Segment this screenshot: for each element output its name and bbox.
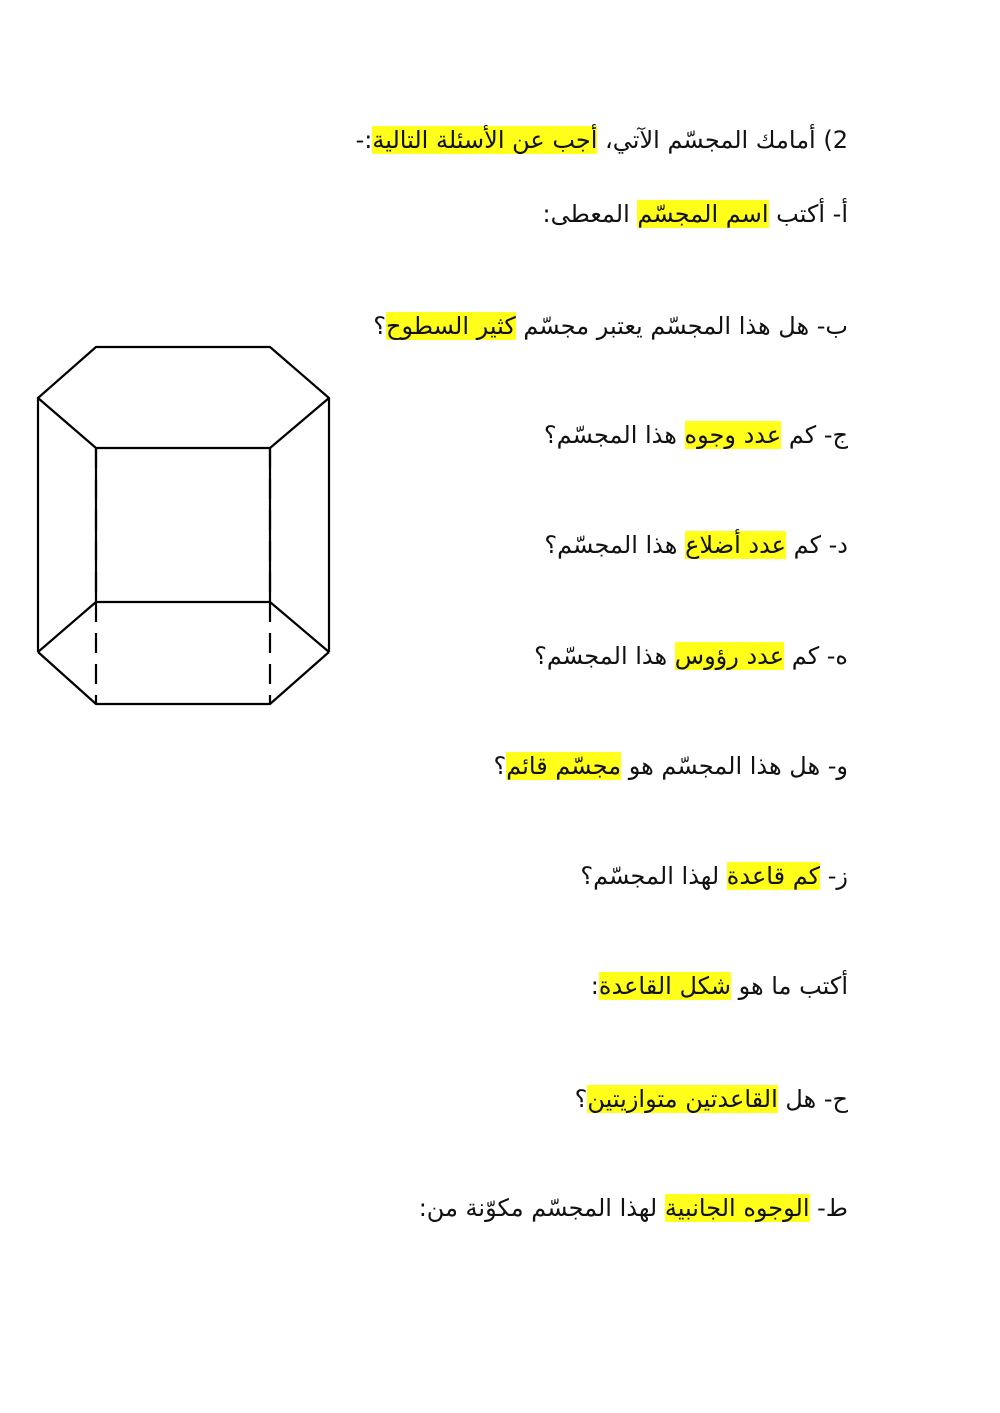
question-text-end: ؟ (493, 752, 507, 780)
intro-highlight: أجب عن الأسئلة التالية (372, 126, 598, 154)
question-text: ط- (809, 1194, 848, 1222)
question-highlight: اسم المجسّم (637, 200, 769, 228)
question-highlight: القاعدتين متوازيتين (587, 1085, 778, 1113)
question-text-end: لهذا المجسّم؟ (580, 862, 727, 890)
question-text-end: هذا المجسّم؟ (534, 642, 675, 670)
question-highlight: مجسّم قائم (506, 752, 622, 780)
question-text: و- هل هذا المجسّم هو (621, 752, 848, 780)
question-text: ب- هل هذا المجسّم يعتبر مجسّم (515, 312, 848, 340)
question-text-end: ؟ (574, 1085, 588, 1113)
question-highlight: عدد رؤوس (674, 642, 785, 670)
question-highlight: كثير السطوح (386, 312, 516, 340)
question-text-end: هذا المجسّم؟ (543, 421, 685, 449)
question-text: د- كم (785, 531, 848, 559)
intro-text-end: :- (355, 126, 373, 154)
question-text-end: ؟ (373, 312, 387, 340)
question-highlight: شكل القاعدة (598, 972, 731, 1000)
question-text-end: هذا المجسّم؟ (544, 531, 686, 559)
bottom-hexagon-front (38, 652, 329, 704)
question-text: أ- أكتب (768, 200, 848, 228)
question-text: ه- كم (784, 642, 848, 670)
question-highlight: كم قاعدة (726, 862, 821, 890)
intro-text: 2) أمامك المجسّم الآتي، (597, 126, 848, 154)
question-highlight: عدد وجوه (684, 421, 782, 449)
question-text: أكتب ما هو (730, 972, 848, 1000)
question-text: ح- هل (777, 1085, 848, 1113)
question-text: ج- كم (781, 421, 848, 449)
question-text-end: : (590, 972, 599, 1000)
question-highlight: الوجوه الجانبية (664, 1194, 810, 1222)
question-highlight: عدد أضلاع (685, 531, 786, 559)
question-text-end: المعطى: (542, 200, 638, 228)
top-hexagon (38, 347, 329, 448)
question-text-end: لهذا المجسّم مكوّنة من: (418, 1194, 665, 1222)
question-text: ز- (820, 862, 848, 890)
bottom-hexagon-back (38, 602, 329, 652)
